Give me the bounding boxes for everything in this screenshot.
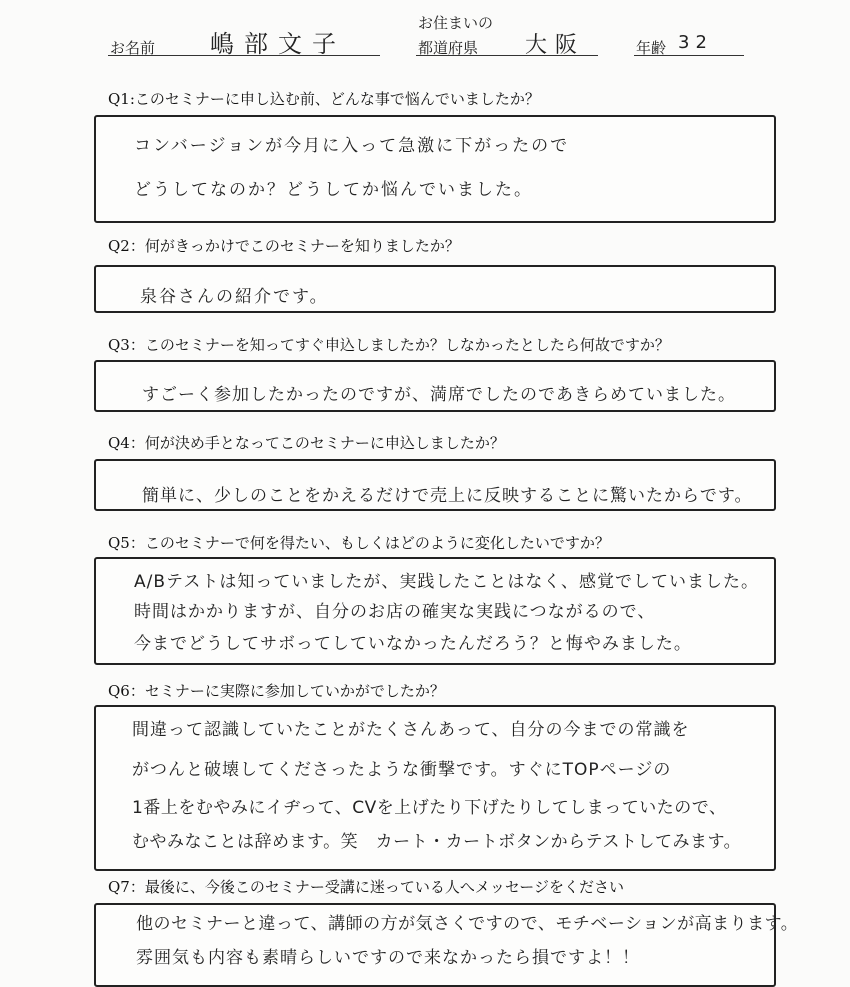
q5-answer-line: 時間はかかりますが、自分のお店の確実な実践につながるので、: [134, 602, 656, 622]
q6-answer-line: 間違って認識していたことがたくさんあって、自分の今までの常識を: [132, 720, 690, 740]
q1-answer-box: [94, 115, 776, 223]
q7-answer-line: 他のセミナーと違って、講師の方が気さくですので、モチベーションが高まります。: [136, 914, 799, 934]
q3-answer-box: [94, 360, 776, 412]
q2-answer-box: [94, 265, 776, 313]
q4-question: Q4：何が決め手となってこのセミナーに申込しましたか？: [108, 434, 505, 452]
q6-answer-line: 1番上をむやみにイヂって、CVを上げたり下げたりしてしまっていたので、: [132, 798, 727, 818]
age-underline: [634, 55, 744, 56]
q2-question: Q2：何がきっかけでこのセミナーを知りましたか？: [108, 237, 460, 255]
q7-answer-line: 雰囲気も内容も素晴らしいですので来なかったら損ですよ！！: [136, 948, 640, 968]
q4-answer-box: [94, 459, 776, 511]
age-label: 年齢: [636, 39, 667, 57]
q6-answer-line: むやみなことは辞めます。笑 カート・カートボタンからテストしてみます。: [132, 832, 742, 852]
q6-question: Q6：セミナーに実際に参加していかがでしたか？: [108, 682, 445, 700]
q4-answer-line: 簡単に、少しのことをかえるだけで売上に反映することに驚いたからです。: [142, 486, 753, 506]
q6-answer-line: がつんと破壊してくださったような衝撃です。すぐにTOPページの: [132, 760, 672, 780]
q5-answer-box: [94, 557, 776, 665]
q3-question: Q3：このセミナーを知ってすぐ申込しましたか？しなかったとしたら何故ですか？: [108, 336, 670, 354]
q7-question: Q7：最後に、今後このセミナー受講に迷っている人へメッセージをください: [108, 878, 624, 896]
address-value: 大阪: [525, 33, 586, 58]
address-label-line1: お住まいの: [418, 14, 494, 32]
q5-answer-line: 今までどうしてサボってしていなかったんだろう？と悔やみました。: [134, 634, 692, 654]
name-label: お名前: [110, 39, 156, 57]
q1-question: Q1:このセミナーに申し込む前、どんな事で悩んでいましたか？: [108, 90, 540, 108]
address-label-line2: 都道府県: [418, 39, 479, 57]
name-underline: [108, 55, 380, 56]
q3-answer-line: すごーく参加したかったのですが、満席でしたのであきらめていました。: [142, 385, 736, 405]
q2-answer-line: 泉谷さんの紹介です。: [140, 287, 329, 307]
q7-answer-box: [94, 903, 799, 987]
address-underline: [416, 55, 598, 56]
age-value: 32: [678, 32, 713, 53]
q5-answer-line: A/Bテストは知っていましたが、実践したことはなく、感覚でしていました。: [134, 572, 759, 592]
name-value: 嶋部文子: [210, 30, 346, 58]
q1-answer-line: どうしてなのか？どうしてか悩んでいました。: [134, 180, 533, 200]
q6-answer-box: [94, 705, 776, 871]
q5-question: Q5：このセミナーで何を得たい、もしくはどのように変化したいですか？: [108, 534, 610, 552]
q1-answer-line: コンバージョンが今月に入って急激に下がったので: [134, 136, 570, 156]
